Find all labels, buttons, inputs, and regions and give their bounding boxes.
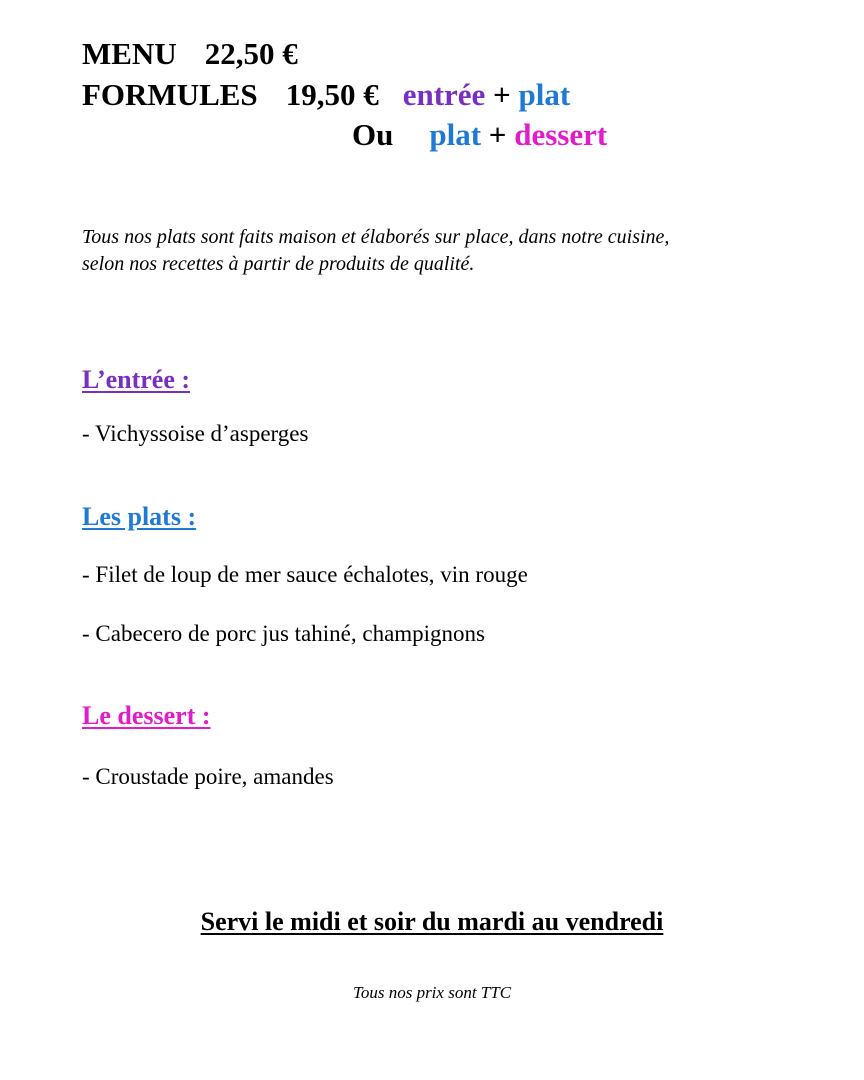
formule-plus-1: + <box>493 77 511 112</box>
intro-line-1: Tous nos plats sont faits maison et élaborés sur place, dans notre cuisine, <box>82 226 670 248</box>
section-title-dessert: Le dessert : <box>82 701 211 730</box>
intro-line-2: selon nos recettes à partir de produits de qualité. <box>82 253 475 275</box>
menu-price-line <box>82 36 298 72</box>
dish-dessert: - Croustade poire, amandes <box>82 764 334 789</box>
formule-option1-plat: plat <box>518 77 571 112</box>
formule-option2-dessert: dessert <box>514 117 608 152</box>
formules-alternative-line <box>352 117 607 153</box>
prices-note: Tous nos prix sont TTC <box>352 983 512 1002</box>
menu-label: MENU <box>82 36 177 71</box>
formule-option1-entree: entrée <box>402 77 486 112</box>
formules-label: FORMULES <box>82 77 258 112</box>
section-title-entree: L’entrée : <box>82 365 191 394</box>
menu-price: 22,50 € <box>204 36 298 71</box>
formules-line <box>82 77 570 113</box>
dish-plat-1: - Filet de loup de mer sauce échalotes, vin rouge <box>82 562 528 587</box>
section-title-plats: Les plats : <box>82 502 197 531</box>
or-label: Ou <box>352 117 394 152</box>
intro-text <box>82 224 802 278</box>
dish-plat-2: - Cabecero de porc jus tahiné, champignons <box>82 621 486 646</box>
dish-entree: - Vichyssoise d’asperges <box>82 421 309 446</box>
formules-price: 19,50 € <box>285 77 379 112</box>
formule-option2-plat: plat <box>429 117 482 152</box>
formule-plus-2: + <box>488 117 507 152</box>
service-hours: Servi le midi et soir du mardi au vendredi <box>200 907 664 936</box>
